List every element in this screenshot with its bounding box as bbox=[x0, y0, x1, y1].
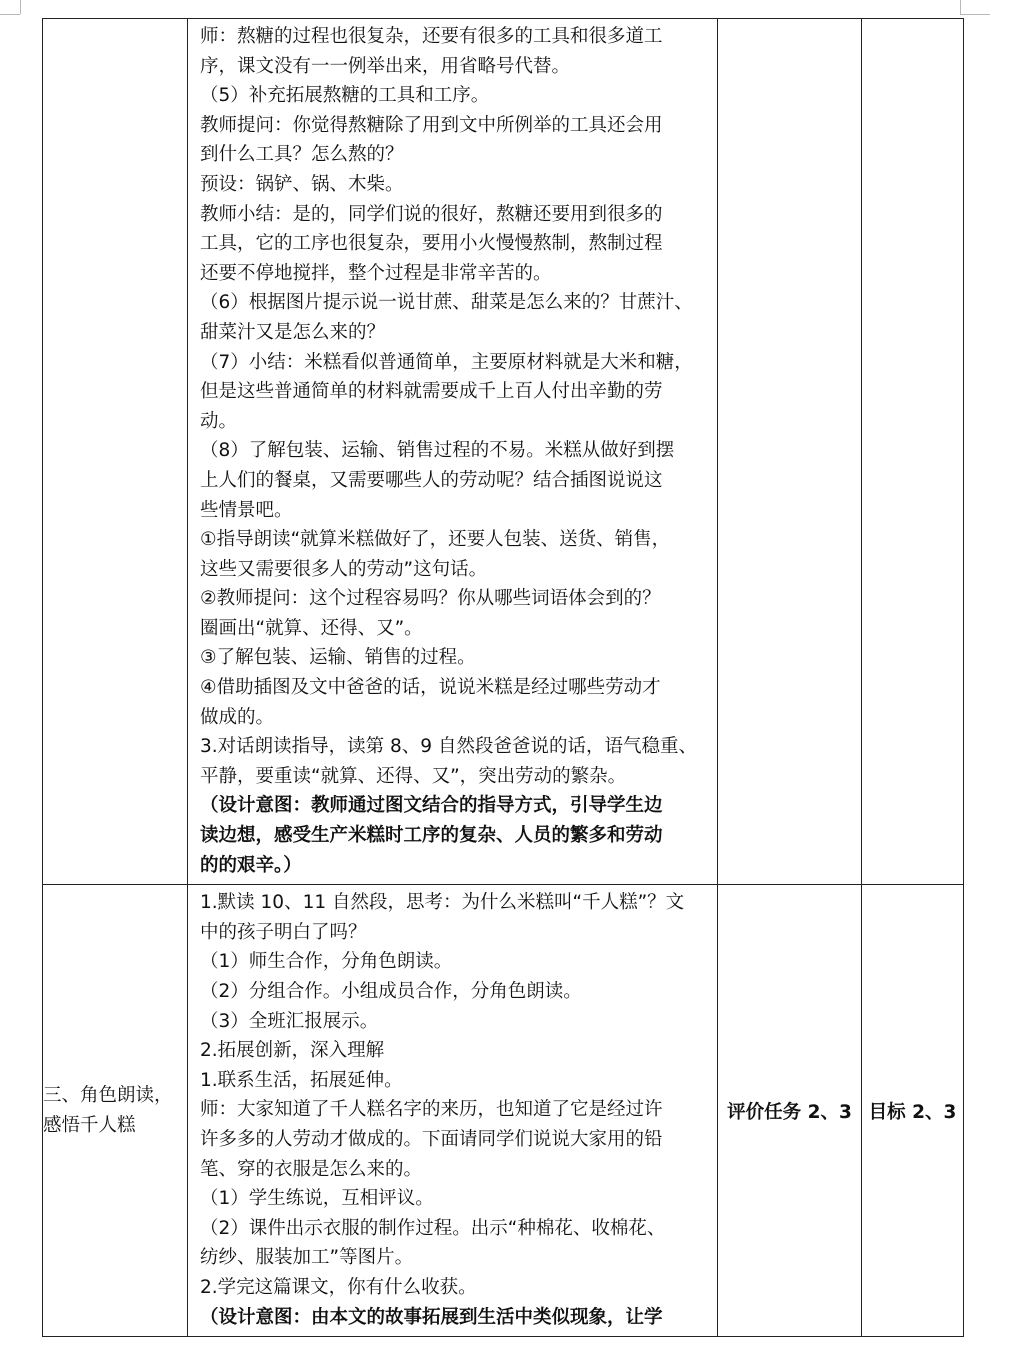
text-line: 2.学完这篇课文，你有什么收获。 bbox=[200, 1276, 477, 1298]
page-corner-mark bbox=[0, 14, 20, 15]
text-line: 1.默读 10、11 自然段，思考：为什么米糕叫“千人糕”？文 bbox=[200, 892, 685, 914]
text-line: 中的孩子明白了吗？ bbox=[200, 921, 367, 943]
text-line: （5）补充拓展熬糖的工具和工序。 bbox=[200, 85, 490, 107]
text-line: （2）分组合作。小组成员合作，分角色朗读。 bbox=[200, 981, 582, 1002]
text-line: 预设：锅铲、锅、木柴。 bbox=[200, 173, 404, 195]
text-line: 做成的。 bbox=[200, 706, 275, 728]
text-line: 教师提问：你觉得熬糖除了用到文中所例举的工具还会用 bbox=[200, 114, 663, 136]
design-intent-line: 读边想，感受生产米糕时工序的复杂、人员的繁多和劳动 bbox=[200, 825, 663, 847]
text-line: 纺纱、服装加工”等图片。 bbox=[200, 1247, 414, 1269]
text-line: 动。 bbox=[200, 410, 238, 432]
evaluation-cell: 评价任务 2、3 bbox=[718, 885, 862, 1337]
text-line: 2.拓展创新，深入理解 bbox=[200, 1040, 385, 1062]
activity-content bbox=[188, 885, 717, 1336]
stage-cell bbox=[43, 19, 188, 885]
text-line: 序，课文没有一一例举出来，用省略号代替。 bbox=[200, 55, 571, 77]
design-intent-line: 的的艰辛。） bbox=[200, 854, 302, 876]
text-line: 师：熬糖的过程也很复杂，还要有很多的工具和很多道工 bbox=[200, 26, 663, 47]
text-line: 师：大家知道了千人糕名字的来历，也知道了它是经过许 bbox=[200, 1099, 663, 1121]
page-corner-mark bbox=[960, 0, 961, 14]
text-line: ③了解包装、运输、销售的过程。 bbox=[200, 647, 476, 669]
text-line: （1）学生练说，互相评议。 bbox=[200, 1188, 434, 1210]
design-intent-line: （设计意图：由本文的故事拓展到生活中类似现象，让学 bbox=[200, 1306, 663, 1328]
text-line: 还要不停地搅拌，整个过程是非常辛苦的。 bbox=[200, 262, 552, 284]
text-line: 工具，它的工序也很复杂，要用小火慢慢熬制，熬制过程 bbox=[200, 233, 663, 255]
target-cell: 目标 2、3 bbox=[862, 885, 964, 1337]
table-row bbox=[43, 19, 964, 885]
target-cell bbox=[862, 19, 964, 885]
text-line: 甜菜汁又是怎么来的？ bbox=[200, 321, 386, 343]
text-line: ④借助插图及文中爸爸的话，说说米糕是经过哪些劳动才 bbox=[200, 677, 661, 699]
stage-label-line: 感悟千人糕 bbox=[43, 1114, 136, 1136]
text-line: 笔、穿的衣服是怎么来的。 bbox=[200, 1158, 423, 1180]
page-corner-mark bbox=[20, 0, 21, 14]
page-corner-mark bbox=[960, 14, 990, 15]
text-line: 这些又需要很多人的劳动”这句话。 bbox=[200, 558, 488, 580]
text-line: 圈画出“就算、还得、又”。 bbox=[200, 617, 423, 639]
text-line: 上人们的餐桌，又需要哪些人的劳动呢？结合插图说说这 bbox=[200, 469, 663, 491]
activity-cell bbox=[188, 885, 718, 1337]
text-line: 3.对话朗读指导，读第 8、9 自然段爸爸说的话，语气稳重、 bbox=[200, 736, 697, 758]
text-line: 到什么工具？怎么熬的？ bbox=[200, 144, 404, 166]
table-row bbox=[43, 885, 964, 1337]
text-line: 教师小结：是的，同学们说的很好，熬糖还要用到很多的 bbox=[200, 203, 663, 225]
stage-label-line: 三、角色朗读， bbox=[43, 1084, 173, 1106]
text-line: 平静，要重读“就算、还得、又”，突出劳动的繁杂。 bbox=[200, 765, 627, 787]
evaluation-cell bbox=[718, 19, 862, 885]
text-line: （8）了解包装、运输、销售过程的不易。米糕从做好到摆 bbox=[200, 440, 675, 462]
text-line: ②教师提问：这个过程容易吗？你从哪些词语体会到的？ bbox=[200, 588, 661, 610]
text-line: （6）根据图片提示说一说甘蔗、甜菜是怎么来的？甘蔗汁、 bbox=[200, 292, 693, 314]
activity-cell bbox=[188, 19, 718, 885]
text-line: 但是这些普通简单的材料就需要成千上百人付出辛勤的劳 bbox=[200, 381, 663, 403]
text-line: （7）小结：米糕看似普通简单，主要原材料就是大米和糖， bbox=[200, 351, 693, 373]
activity-content bbox=[188, 19, 717, 884]
text-line: 许多多的人劳动才做成的。下面请同学们说说大家用的铅 bbox=[200, 1128, 663, 1150]
text-line: 些情景吧。 bbox=[200, 499, 293, 521]
design-intent-line: （设计意图：教师通过图文结合的指导方式，引导学生边 bbox=[200, 795, 663, 817]
stage-cell bbox=[43, 885, 188, 1337]
lesson-plan-table bbox=[42, 18, 964, 1337]
text-line: （3）全班汇报展示。 bbox=[200, 1010, 379, 1032]
text-line: ①指导朗读“就算米糕做好了，还要人包装、送货、销售， bbox=[200, 529, 671, 551]
text-line: 1.联系生活，拓展延伸。 bbox=[200, 1069, 403, 1091]
text-line: （2）课件出示衣服的制作过程。出示“种棉花、收棉花、 bbox=[200, 1217, 666, 1239]
text-line: （1）师生合作，分角色朗读。 bbox=[200, 951, 453, 973]
